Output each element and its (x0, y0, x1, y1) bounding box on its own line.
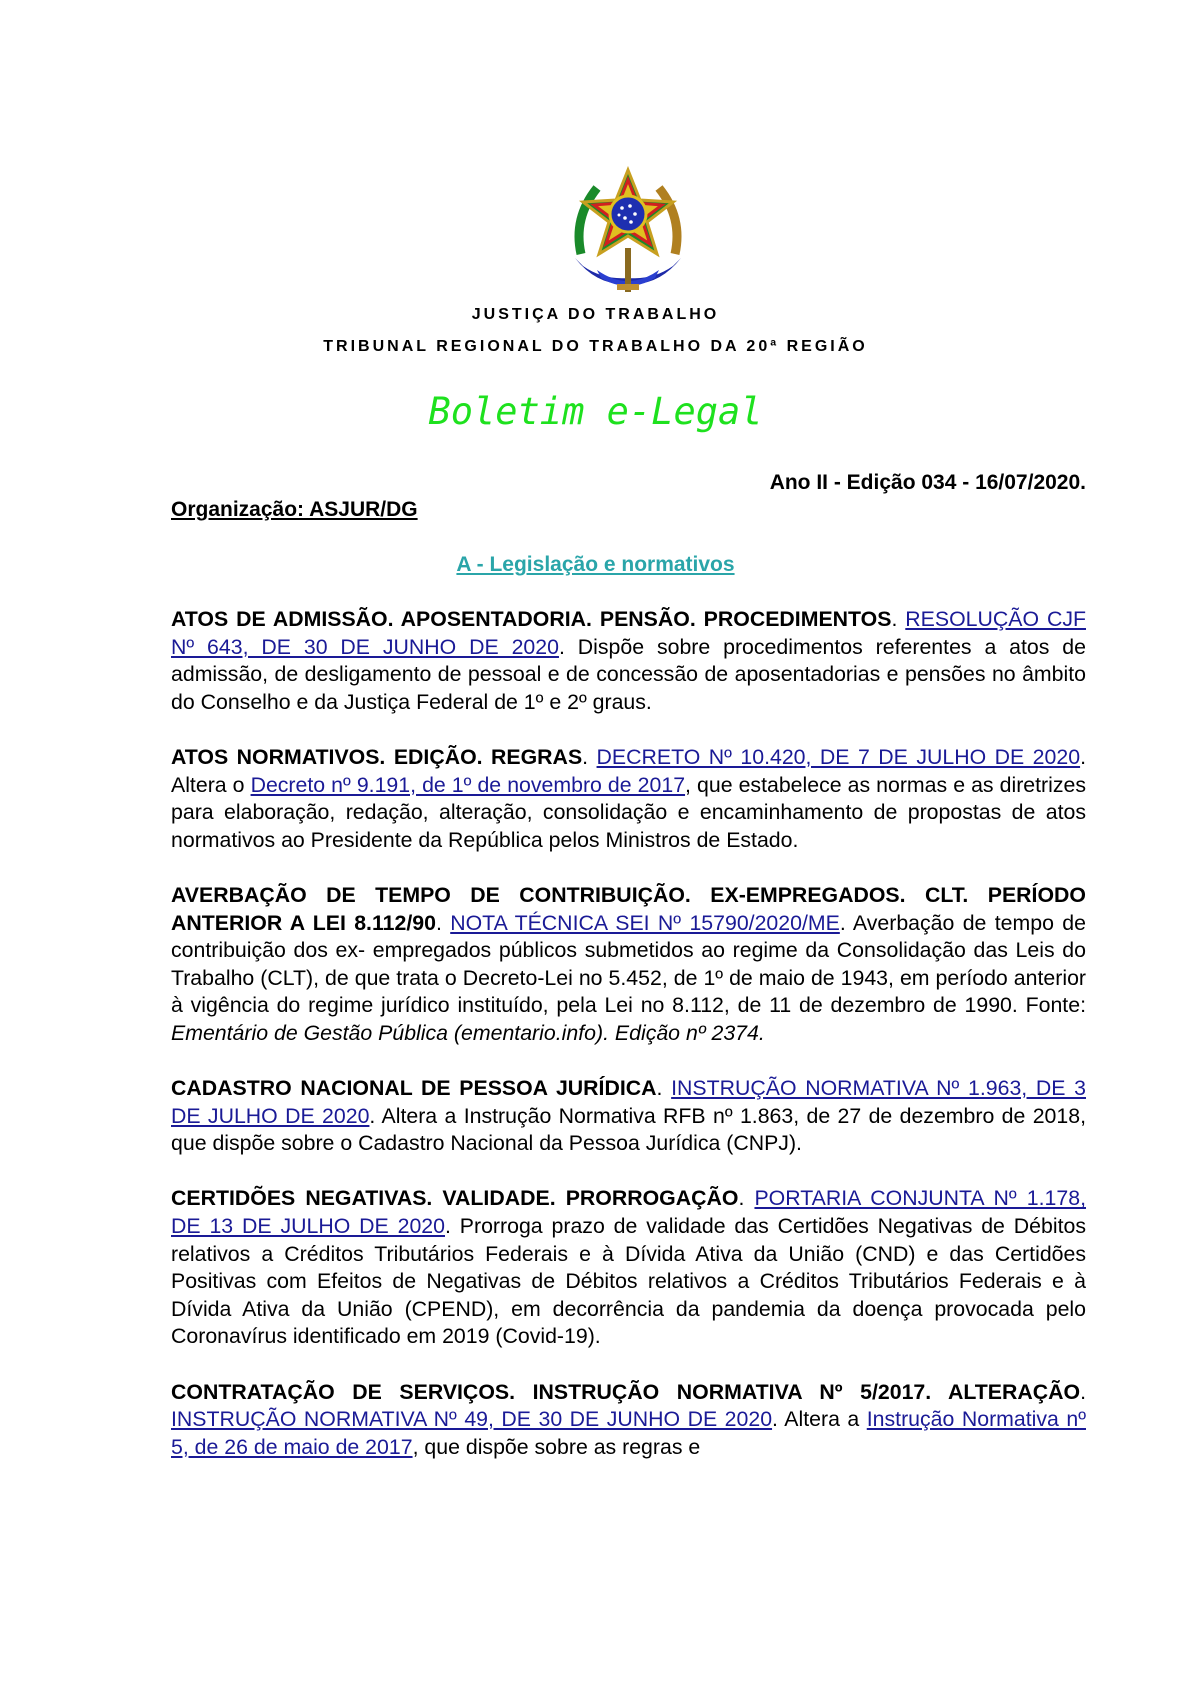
entry-source: Ementário de Gestão Pública (ementario.info). Edição nº 2374. (171, 1020, 765, 1045)
entry-link[interactable]: NOTA TÉCNICA SEI Nº 15790/2020/ME (450, 910, 840, 935)
entry-link[interactable]: INSTRUÇÃO NORMATIVA Nº 49, DE 30 DE JUNHO DE 2020 (171, 1407, 773, 1432)
entry-link[interactable]: DECRETO Nº 10.420, DE 7 DE JULHO DE 2020 (596, 744, 1081, 769)
edition-info: Ano II - Edição 034 - 16/07/2020. (769, 471, 1086, 494)
institution-name: JUSTIÇA DO TRABALHO (471, 306, 720, 323)
bulletin-title: Boletim e-Legal (428, 390, 763, 433)
entry-text: . Averbação de tempo de contribuição dos ex- empregados públicos submetidos ao regime da Consolidação das Leis do Trabalho (CLT), de que trata o Decreto-Lei no 5.452, de 1º de maio de 1943, em período anterior à vigência do regime jurídico instituído, pela Lei no 8.112, de 11 de dezembro de 1990. Fonte: (171, 910, 1086, 1018)
entry (171, 1075, 1086, 1158)
entry-heading: CONTRATAÇÃO DE SERVIÇOS. INSTRUÇÃO NORMATIVA Nº 5/2017. ALTERAÇÃO (171, 1379, 1081, 1404)
entry-text: . Altera a (772, 1407, 867, 1432)
entry-heading: AVERBAÇÃO DE TEMPO DE CONTRIBUIÇÃO. EX-EMPREGADOS. CLT. PERÍODO ANTERIOR A LEI 8.112/90 (171, 882, 1086, 935)
entry-text: . Prorroga prazo de validade das Certidões Negativas de Débitos relativos a Créditos Tributários Federais e à Dívida Ativa da União (CND) e das Certidões Positivas com Efeitos de Negativas de Débitos relativos a Créditos Tributários Federais e à Dívida Ativa da União (CPEND), em decorrência da pandemia da doença provocada pelo Coronavírus identificado em 2019 (Covid-19). (171, 1214, 1086, 1349)
entry-heading: CERTIDÕES NEGATIVAS. VALIDADE. PRORROGAÇÃO (171, 1186, 739, 1211)
entry-link-secondary[interactable]: Instrução Normativa nº 5, de 26 de maio de 2017 (171, 1407, 1086, 1459)
entry-text: . Altera a Instrução Normativa RFB nº 1.863, de 27 de dezembro de 2018, que dispõe sobre o Cadastro Nacional da Pessoa Jurídica (CNPJ). (171, 1103, 1086, 1156)
entry-link[interactable]: RESOLUÇÃO CJF Nº 643, DE 30 DE JUNHO DE 2020 (171, 607, 1086, 659)
entry (171, 606, 1086, 716)
entries-list (171, 606, 1086, 1489)
entry-link-secondary[interactable]: Decreto nº 9.191, de 1º de novembro de 2017 (250, 772, 686, 797)
entry-text: , que dispõe sobre as regras e (412, 1434, 701, 1459)
entry-separator: . (891, 607, 906, 631)
entry-separator: . (1080, 1379, 1086, 1404)
entry (171, 744, 1086, 854)
entry-separator: . (435, 910, 451, 935)
entry (171, 1185, 1086, 1351)
court-name: TRIBUNAL REGIONAL DO TRABALHO DA 20ª REGIÃO (323, 338, 868, 355)
entry-link[interactable]: PORTARIA CONJUNTA Nº 1.178, DE 13 DE JULHO DE 2020 (171, 1186, 1086, 1239)
entry (171, 882, 1086, 1048)
entry-heading: ATOS NORMATIVOS. EDIÇÃO. REGRAS (171, 744, 583, 769)
entry-text: , que estabelece as normas e as diretrizes para elaboração, redação, alteração, consolidação e encaminhamento de propostas de atos normativos ao Presidente da República pelos Ministros de Estado. (171, 772, 1087, 852)
entry-separator: . (738, 1186, 755, 1211)
entry-separator: . (656, 1076, 672, 1101)
entry-link[interactable]: INSTRUÇÃO NORMATIVA Nº 1.963, DE 3 DE JULHO DE 2020 (171, 1076, 1086, 1128)
entry-heading: CADASTRO NACIONAL DE PESSOA JURÍDICA (171, 1076, 657, 1101)
entry-heading: ATOS DE ADMISSÃO. APOSENTADORIA. PENSÃO. PROCEDIMENTOS (171, 607, 892, 631)
organization: Organização: ASJUR/DG (171, 498, 418, 521)
entry-text: . Altera o (171, 744, 1086, 797)
entry-text: . Dispõe sobre procedimentos referentes a atos de admissão, de desligamento de pessoal e de concessão de aposentadorias e pensões no âmbito do Conselho e da Justiça Federal de 1º e 2º graus. (171, 634, 1086, 714)
brazil-coat-of-arms-icon (567, 166, 689, 296)
entry-separator: . (582, 744, 597, 769)
entry (171, 1379, 1086, 1462)
section-heading[interactable]: A - Legislação e normativos (456, 553, 735, 576)
